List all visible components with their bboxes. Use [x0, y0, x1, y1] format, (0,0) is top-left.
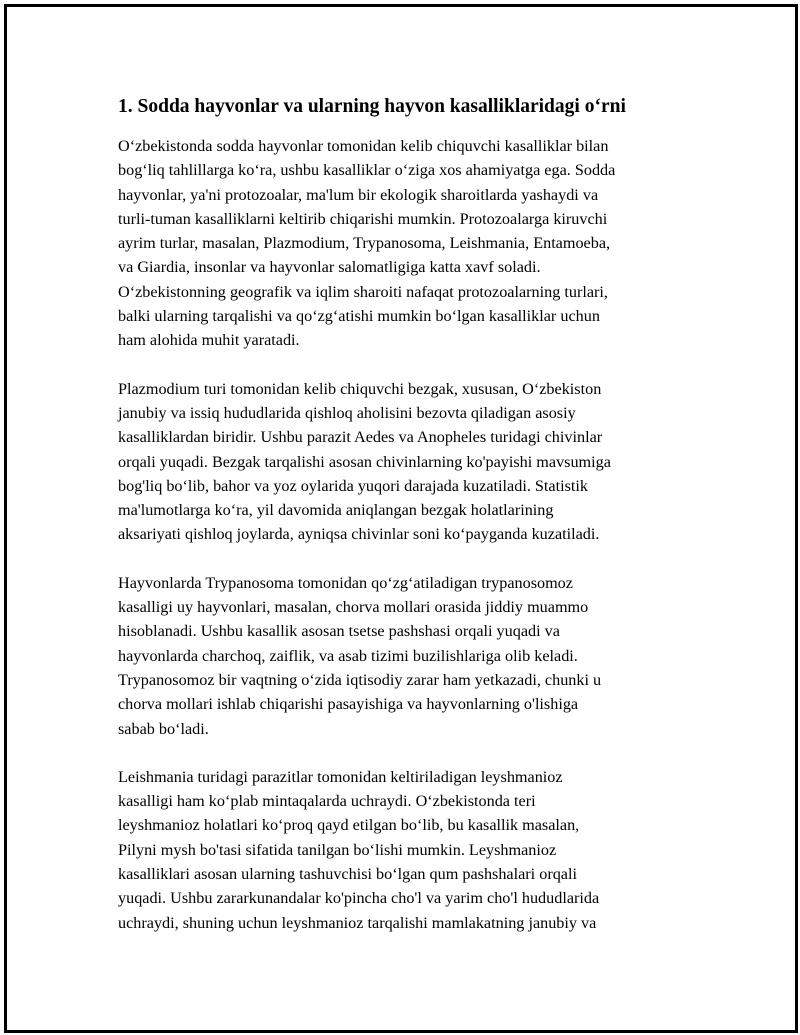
- text-line: O‘zbekistonda sodda hayvonlar tomonidan kelib chiquvchi kasalliklar bilan: [118, 137, 609, 155]
- text-line: ma'lumotlarga ko‘ra, yil davomida aniqlangan bezgak holatlarining: [118, 501, 554, 520]
- text-line: bog'liq bo‘lib, bahor va yoz oylarida yuqori darajada kuzatiladi. Statistik: [118, 476, 588, 495]
- section-heading: 1. Sodda hayvonlar va ularning hayvon kasalliklaridagi o‘rni: [118, 96, 626, 117]
- text-line: leyshmanioz holatlari ko‘proq qayd etilgan bo‘lib, bu kasallik masalan,: [118, 816, 580, 835]
- text-line: ayrim turlar, masalan, Plazmodium, Trypanosoma, Leishmania, Entamoeba,: [118, 234, 611, 253]
- text-line: hisoblanadi. Ushbu kasallik asosan tsetse pashshasi orqali yuqadi va: [118, 622, 560, 641]
- text-line: kasalliklardan biridir. Ushbu parazit Aedes va Anopheles turidagi chivinlar: [118, 428, 603, 447]
- text-line: balki ularning tarqalishi va qo‘zg‘atishi mumkin bo‘lgan kasalliklar uchun: [118, 307, 600, 326]
- paragraph-trypanosomiasis: [118, 571, 708, 741]
- text-line: aksariyati qishloq joylarda, ayniqsa chivinlar soni ko‘payganda kuzatiladi.: [118, 525, 600, 544]
- text-line: Trypanosomoz bir vaqtning o‘zida iqtisodiy zarar ham yetkazadi, chunki u: [118, 670, 602, 689]
- text-line: hayvonlar, ya'ni protozoalar, ma'lum bir ekologik sharoitlarda yashaydi va: [118, 185, 599, 204]
- text-line: Hayvonlarda Trypanosoma tomonidan qo‘zg‘atiladigan trypanosomoz: [118, 573, 573, 592]
- text-line: ham alohida muhit yaratadi.: [118, 331, 300, 350]
- text-line: yuqadi. Ushbu zararkunandalar ko'pincha cho'l va yarim cho'l hududlarida: [118, 889, 600, 908]
- text-line: va Giardia, insonlar va hayvonlar salomatligiga katta xavf soladi.: [118, 258, 541, 277]
- text-line: uchraydi, shuning uchun leyshmanioz tarqalishi mamlakatning janubiy va: [118, 913, 597, 932]
- text-line: orqali yuqadi. Bezgak tarqalishi asosan chivinlarning ko'payishi mavsumiga: [118, 452, 611, 471]
- text-line: kasalligi uy hayvonlari, masalan, chorva mollari orasida jiddiy muammo: [118, 598, 589, 617]
- text-line: Pilyni mysh bo'tasi sifatida tanilgan bo‘lishi mumkin. Leyshmanioz: [118, 840, 557, 859]
- text-line: hayvonlarda charchoq, zaiflik, va asab tizimi buzilishlariga olib keladi.: [118, 646, 578, 665]
- text-line: sabab bo‘ladi.: [118, 719, 209, 738]
- text-line: O‘zbekistonning geografik va iqlim sharoiti nafaqat protozoalarning turlari,: [118, 282, 608, 301]
- text-line: Leishmania turidagi parazitlar tomonidan keltiriladigan leyshmanioz: [118, 767, 563, 786]
- text-line: turli-tuman kasalliklarni keltirib chiqarishi mumkin. Protozoalarga kiruvchi: [118, 209, 608, 228]
- text-line: chorva mollari ishlab chiqarishi pasayishiga va hayvonlarning o'lishiga: [118, 695, 579, 714]
- text-line: kasalligi ham ko‘plab mintaqalarda uchraydi. O‘zbekistonda teri: [118, 792, 536, 811]
- text-line: Plazmodium turi tomonidan kelib chiquvchi bezgak, xususan, O‘zbekiston: [118, 379, 602, 398]
- paragraph-leishmaniasis: [118, 765, 708, 935]
- paragraph-malaria: [118, 377, 708, 547]
- paragraph-protozoa-overview: [118, 134, 708, 353]
- text-line: kasalliklari asosan ularning tashuvchisi bo‘lgan qum pashshalari orqali: [118, 865, 577, 884]
- document-body: [118, 94, 708, 959]
- text-line: bog‘liq tahlillarga ko‘ra, ushbu kasalliklar o‘ziga xos ahamiyatga ega. Sodda: [118, 161, 616, 180]
- text-line: janubiy va issiq hududlarida qishloq aholisini bezovta qiladigan asosiy: [118, 403, 576, 422]
